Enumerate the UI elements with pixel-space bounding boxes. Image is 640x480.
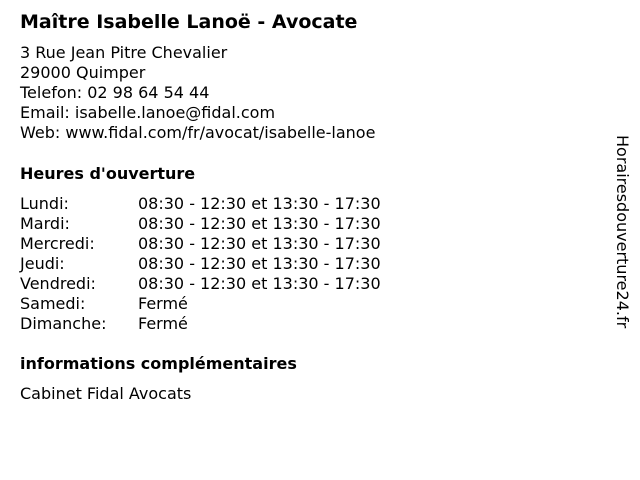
day-label: Dimanche: — [20, 314, 107, 333]
address-street: 3 Rue Jean Pitre Chevalier — [20, 43, 228, 62]
web-line: Web: www.fidal.com/fr/avocat/isabelle-lanoe — [20, 123, 376, 142]
day-label: Vendredi: — [20, 274, 96, 293]
hours-heading: Heures d'ouverture — [20, 164, 196, 183]
site-watermark: Horairesdouverture24.fr — [613, 135, 632, 329]
contact-block — [20, 43, 375, 143]
day-label: Mardi: — [20, 214, 70, 233]
info-text: Cabinet Fidal Avocats — [20, 384, 192, 403]
hours-value: 08:30 - 12:30 et 13:30 - 17:30 — [138, 234, 381, 253]
hours-value: Fermé — [138, 314, 188, 333]
info-heading: informations complémentaires — [20, 354, 297, 373]
phone-line: Telefon: 02 98 64 54 44 — [20, 83, 210, 102]
hours-value: 08:30 - 12:30 et 13:30 - 17:30 — [138, 274, 381, 293]
address-city: 29000 Quimper — [20, 63, 146, 82]
day-label: Jeudi: — [20, 254, 65, 273]
day-label: Lundi: — [20, 194, 69, 213]
hours-value: 08:30 - 12:30 et 13:30 - 17:30 — [138, 254, 381, 273]
hours-value: Fermé — [138, 294, 188, 313]
day-label: Samedi: — [20, 294, 86, 313]
day-label: Mercredi: — [20, 234, 95, 253]
hours-value: 08:30 - 12:30 et 13:30 - 17:30 — [138, 214, 381, 233]
email-line: Email: isabelle.lanoe@fidal.com — [20, 103, 276, 122]
page-title: Maître Isabelle Lanoë - Avocate — [20, 11, 358, 33]
hours-value: 08:30 - 12:30 et 13:30 - 17:30 — [138, 194, 381, 213]
